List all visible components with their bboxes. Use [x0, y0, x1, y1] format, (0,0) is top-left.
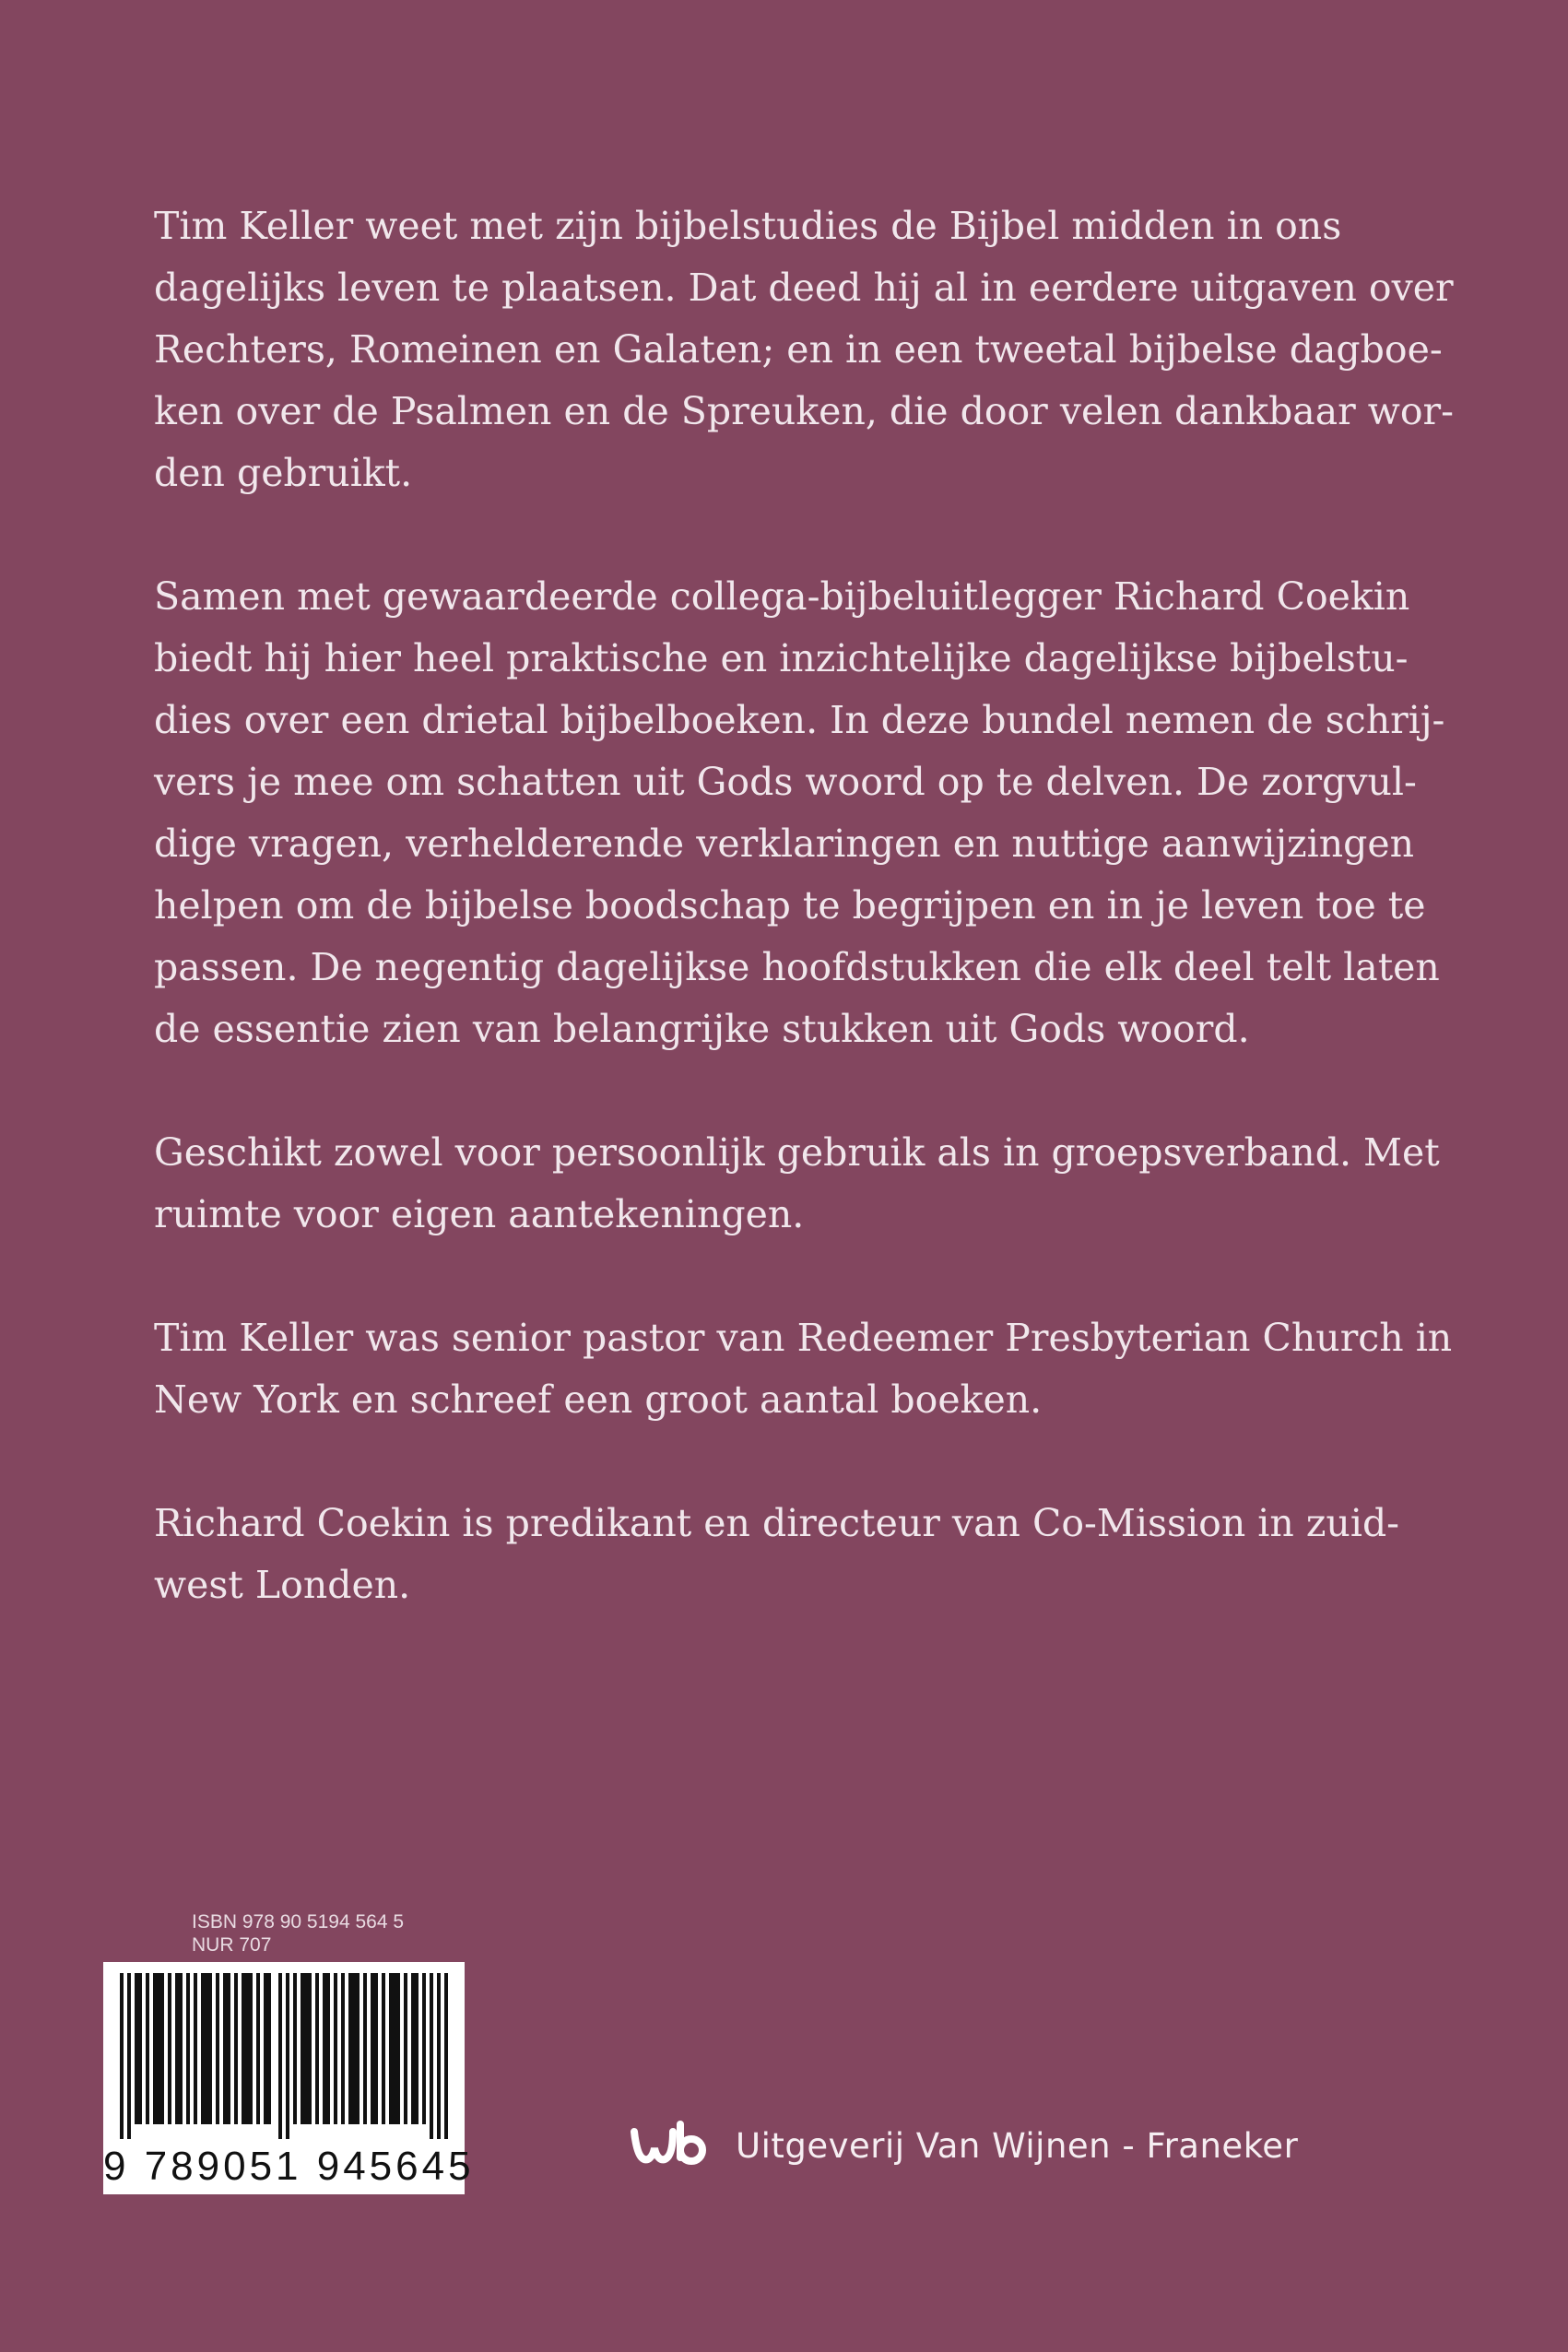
paragraph-gap	[154, 1246, 1380, 1307]
text-line: Tim Keller weet met zijn bijbelstudies de Bijbel midden in ons	[154, 204, 1342, 248]
text-line: dige vragen, verhelderende verklaringen en nuttige aanwijzingen	[154, 821, 1415, 866]
text-line: Rechters, Romeinen en Galaten; en in een tweetal bijbelse dagboe-	[154, 327, 1443, 372]
text-line: den gebruikt.	[154, 451, 413, 495]
text-line: Tim Keller was senior pastor van Redeemer Presbyterian Church in	[154, 1316, 1453, 1360]
paragraph-content	[154, 566, 1445, 1060]
nur-label: NUR 707	[192, 1934, 272, 1956]
barcode-digits: 9 789051 945645	[103, 2144, 475, 2189]
text-line: ruimte voor eigen aantekeningen.	[154, 1192, 805, 1236]
paragraph-gap	[154, 1431, 1380, 1493]
wb-logo-icon	[629, 2121, 708, 2170]
isbn-label: ISBN 978 90 5194 564 5	[192, 1911, 405, 1932]
back-cover-text	[154, 195, 1454, 1616]
publisher-block	[629, 2117, 1298, 2174]
text-line: passen. De negentig dagelijkse hoofdstukken die elk deel telt laten	[154, 945, 1440, 989]
paragraph-author-coekin	[154, 1493, 1400, 1616]
barcode	[103, 1962, 475, 2194]
text-line: helpen om de bijbelse boodschap te begrijpen en in je leven toe te	[154, 883, 1426, 928]
barcode-icon	[120, 1973, 448, 2139]
paragraph-usage	[154, 1122, 1440, 1246]
paragraph-gap	[154, 1060, 1380, 1122]
paragraph-author-keller	[154, 1307, 1453, 1431]
text-line: de essentie zien van belangrijke stukken uit Gods woord.	[154, 1007, 1250, 1051]
text-line: west Londen.	[154, 1563, 411, 1607]
text-line: dies over een drietal bijbelboeken. In deze bundel nemen de schrij-	[154, 698, 1445, 742]
text-line: ken over de Psalmen en de Spreuken, die door velen dankbaar wor-	[154, 389, 1454, 433]
text-line: Richard Coekin is predikant en directeur van Co-Mission in zuid-	[154, 1501, 1400, 1545]
text-line: New York en schreef een groot aantal boeken.	[154, 1377, 1043, 1422]
paragraph-gap	[154, 504, 1380, 566]
text-line: Samen met gewaardeerde collega-bijbeluitlegger Richard Coekin	[154, 574, 1410, 619]
text-line: vers je mee om schatten uit Gods woord op te delven. De zorgvul-	[154, 760, 1417, 804]
text-line: Geschikt zowel voor persoonlijk gebruik als in groepsverband. Met	[154, 1130, 1440, 1175]
text-line: dagelijks leven te plaatsen. Dat deed hij al in eerdere uitgaven over	[154, 266, 1454, 310]
paragraph-intro	[154, 195, 1454, 504]
publisher-name: Uitgeverij Van Wijnen - Franeker	[736, 2125, 1299, 2166]
text-line: biedt hij hier heel praktische en inzichtelijke dagelijkse bijbelstu-	[154, 636, 1409, 680]
